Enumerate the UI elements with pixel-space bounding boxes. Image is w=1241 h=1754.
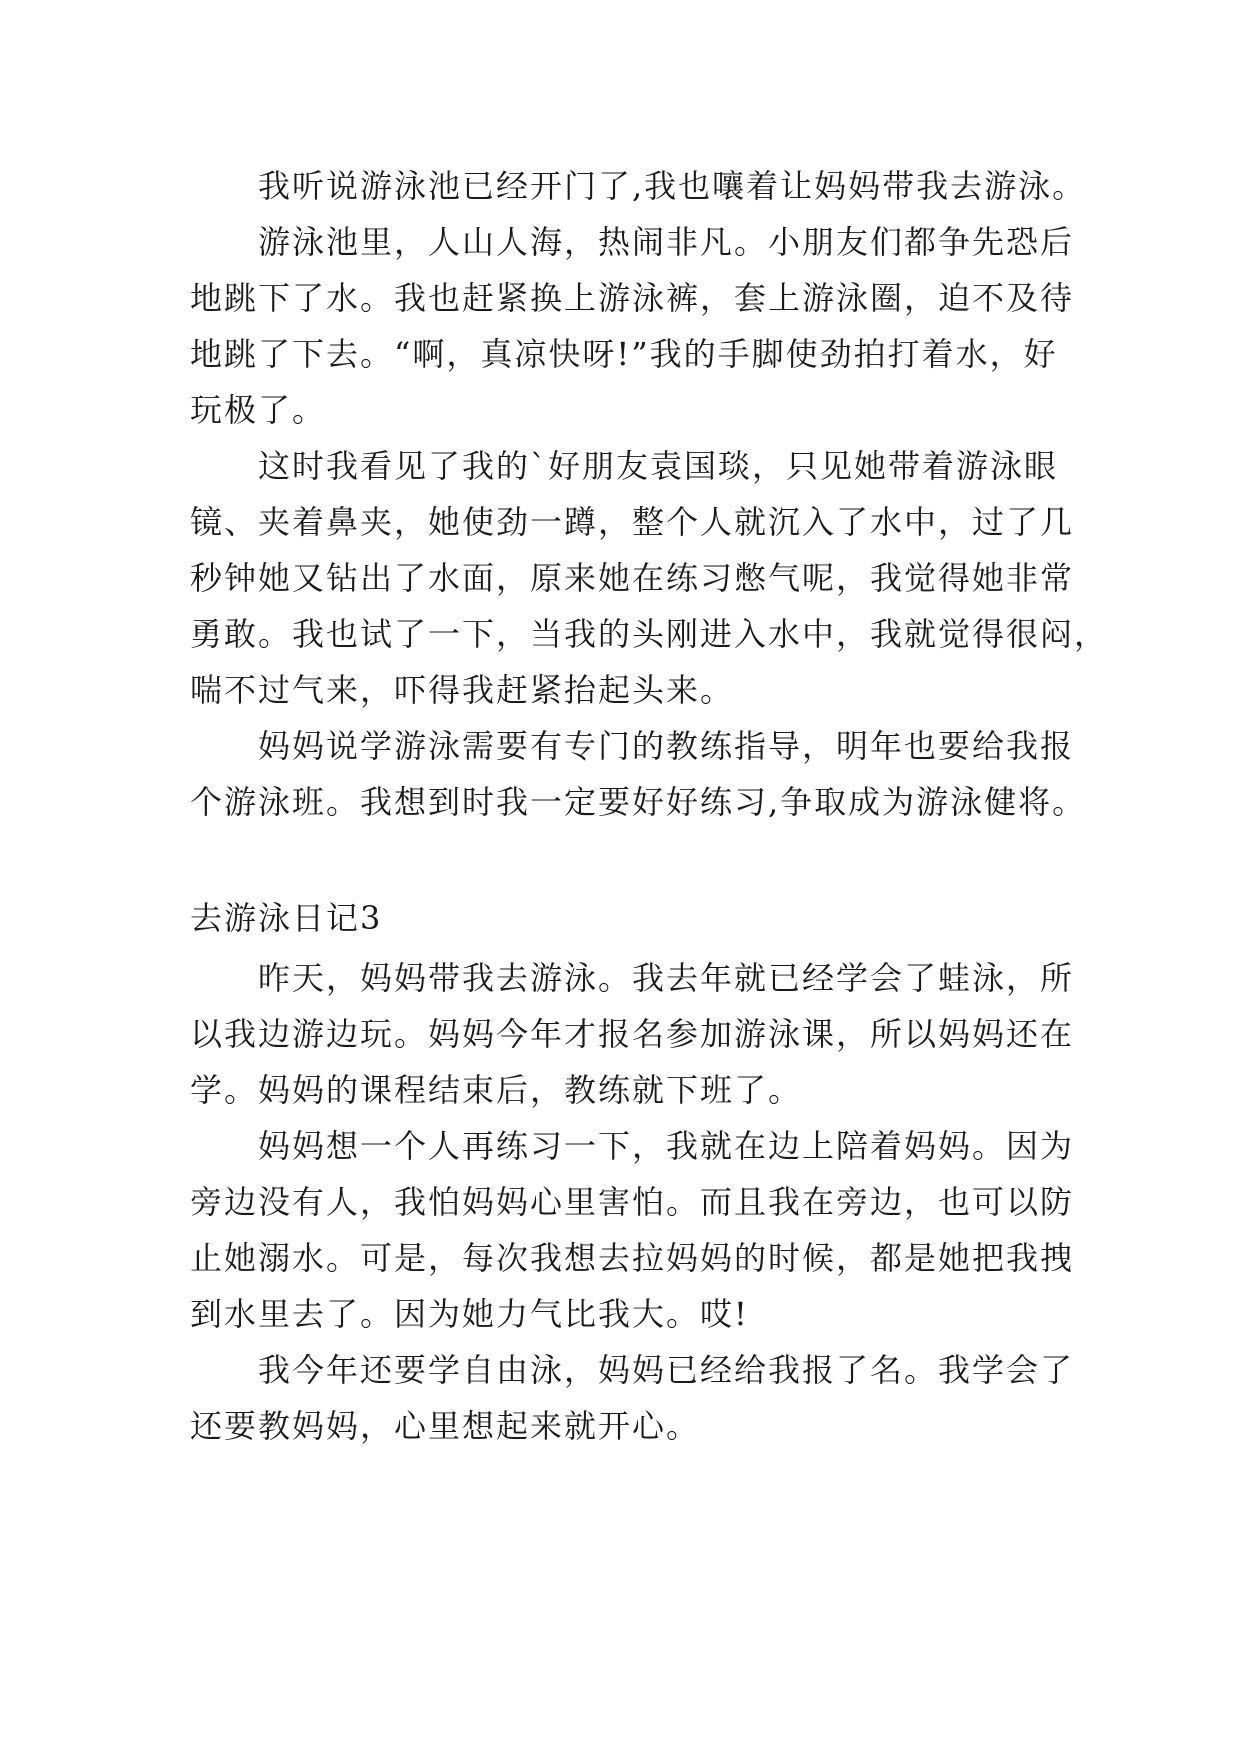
paragraph-line: 我听说游泳池已经开门了,我也嚷着让妈妈带我去游泳。 — [258, 167, 1087, 205]
paragraph-line: 妈妈说学游泳需要有专门的教练指导，明年也要给我报 — [258, 727, 1075, 765]
paragraph-line: 以我边游边玩。妈妈今年才报名参加游泳课，所以妈妈还在 — [190, 1015, 1075, 1053]
section-heading: 去游泳日记3 — [190, 899, 383, 937]
paragraph-line: 止她溺水。可是，每次我想去拉妈妈的时候，都是她把我拽 — [190, 1239, 1075, 1277]
paragraph-line: 游泳池里，人山人海，热闹非凡。小朋友们都争先恐后 — [258, 223, 1075, 261]
paragraph-line: 昨天，妈妈带我去游泳。我去年就已经学会了蛙泳，所 — [258, 959, 1075, 997]
paragraph-line: 我今年还要学自由泳，妈妈已经给我报了名。我学会了 — [258, 1351, 1075, 1389]
paragraph-line: 地跳下了水。我也赶紧换上游泳裤，套上游泳圈，迫不及待 — [190, 279, 1075, 317]
paragraph-line: 喘不过气来，吓得我赶紧抬起头来。 — [190, 671, 735, 709]
paragraph-line: 旁边没有人，我怕妈妈心里害怕。而且我在旁边，也可以防 — [190, 1183, 1075, 1221]
paragraph-line: 秒钟她又钻出了水面，原来她在练习憋气呢，我觉得她非常 — [190, 559, 1075, 597]
paragraph-line: 学。妈妈的课程结束后，教练就下班了。 — [190, 1071, 803, 1109]
paragraph-line: 勇敢。我也试了一下，当我的头刚进入水中，我就觉得很闷， — [190, 615, 1109, 653]
paragraph-line: 妈妈想一个人再练习一下，我就在边上陪着妈妈。因为 — [258, 1127, 1075, 1165]
paragraph-line: 个游泳班。我想到时我一定要好好练习,争取成为游泳健将。 — [190, 783, 1087, 821]
paragraph-line: 镜、夹着鼻夹，她使劲一蹲，整个人就沉入了水中，过了几 — [190, 503, 1075, 541]
paragraph-line: 到水里去了。因为她力气比我大。哎! — [190, 1295, 749, 1333]
paragraph-line: 还要教妈妈，心里想起来就开心。 — [190, 1407, 701, 1445]
paragraph-line: 玩极了。 — [190, 391, 327, 429]
paragraph-line: 这时我看见了我的`好朋友袁国琰，只见她带着游泳眼 — [258, 447, 1059, 485]
paragraph-line: 地跳了下去。“啊，真凉快呀!”我的手脚使劲拍打着水，好 — [190, 335, 1058, 373]
